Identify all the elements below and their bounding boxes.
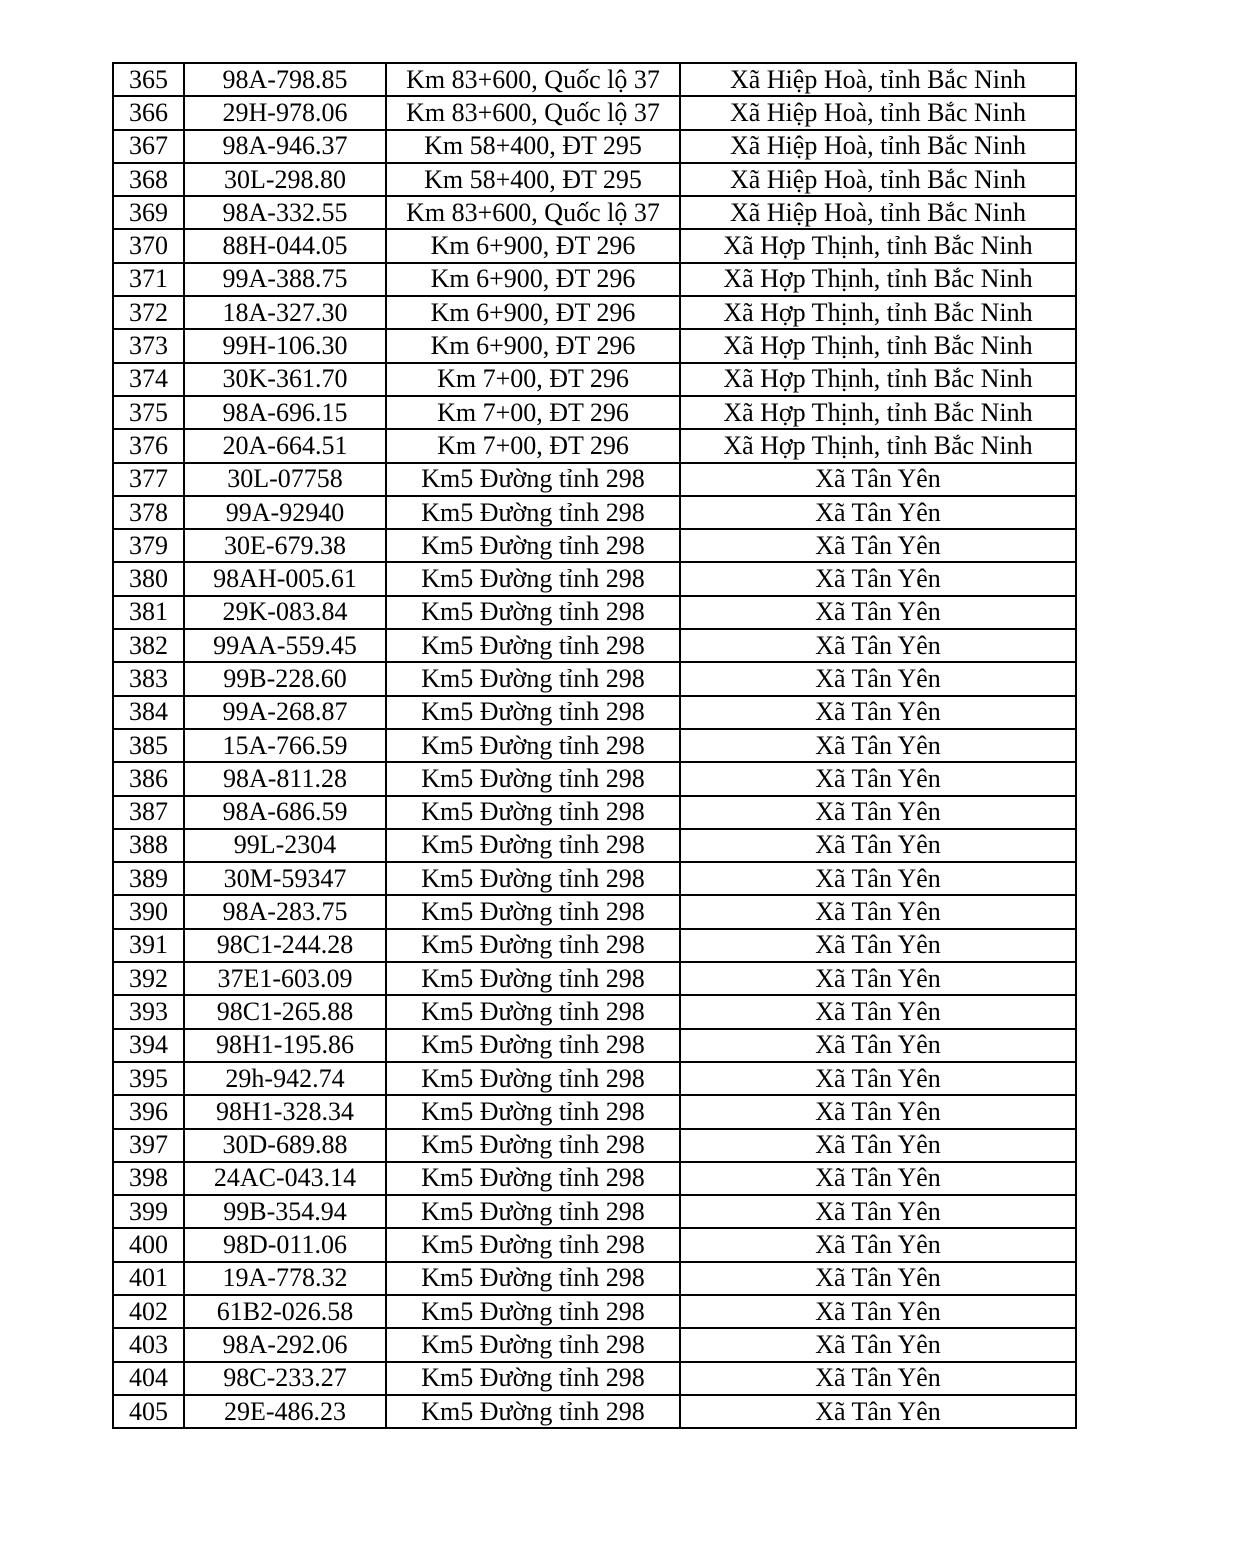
license-plate-cell: 99B-228.60 (184, 662, 386, 695)
license-plate-cell: 30E-679.38 (184, 529, 386, 562)
commune-cell: Xã Tân Yên (680, 729, 1076, 762)
location-cell: Km5 Đường tỉnh 298 (386, 629, 680, 662)
location-cell: Km5 Đường tỉnh 298 (386, 696, 680, 729)
stt-cell: 391 (113, 929, 184, 962)
table-row (113, 1395, 1076, 1428)
license-plate-cell: 37E1-603.09 (184, 962, 386, 995)
stt-cell: 396 (113, 1095, 184, 1128)
table-row (113, 229, 1076, 262)
license-plate-cell: 88H-044.05 (184, 229, 386, 262)
commune-cell: Xã Hiệp Hoà, tỉnh Bắc Ninh (680, 196, 1076, 229)
license-plate-cell: 98A-292.06 (184, 1328, 386, 1361)
location-cell: Km 6+900, ĐT 296 (386, 229, 680, 262)
stt-cell: 390 (113, 895, 184, 928)
location-cell: Km5 Đường tỉnh 298 (386, 662, 680, 695)
license-plate-cell: 29E-486.23 (184, 1395, 386, 1428)
location-cell: Km 58+400, ĐT 295 (386, 130, 680, 163)
license-plate-cell: 29H-978.06 (184, 96, 386, 129)
stt-cell: 400 (113, 1228, 184, 1261)
stt-cell: 376 (113, 429, 184, 462)
table-row (113, 396, 1076, 429)
stt-cell: 397 (113, 1129, 184, 1162)
license-plate-cell: 15A-766.59 (184, 729, 386, 762)
commune-cell: Xã Tân Yên (680, 796, 1076, 829)
license-plate-cell: 99A-388.75 (184, 263, 386, 296)
table-row (113, 429, 1076, 462)
location-cell: Km5 Đường tỉnh 298 (386, 962, 680, 995)
table-row (113, 1195, 1076, 1228)
commune-cell: Xã Hiệp Hoà, tỉnh Bắc Ninh (680, 163, 1076, 196)
stt-cell: 394 (113, 1029, 184, 1062)
commune-cell: Xã Tân Yên (680, 1395, 1076, 1428)
table-row (113, 1262, 1076, 1295)
location-cell: Km5 Đường tỉnh 298 (386, 929, 680, 962)
commune-cell: Xã Tân Yên (680, 1195, 1076, 1228)
license-plate-cell: 98C1-265.88 (184, 995, 386, 1028)
stt-cell: 372 (113, 296, 184, 329)
location-cell: Km5 Đường tỉnh 298 (386, 1228, 680, 1261)
table-row (113, 929, 1076, 962)
table-row (113, 1129, 1076, 1162)
commune-cell: Xã Hợp Thịnh, tỉnh Bắc Ninh (680, 296, 1076, 329)
license-plate-cell: 18A-327.30 (184, 296, 386, 329)
stt-cell: 370 (113, 229, 184, 262)
stt-cell: 399 (113, 1195, 184, 1228)
stt-cell: 392 (113, 962, 184, 995)
table-row (113, 196, 1076, 229)
stt-cell: 405 (113, 1395, 184, 1428)
table-row (113, 1328, 1076, 1361)
table-row (113, 463, 1076, 496)
stt-cell: 365 (113, 63, 184, 96)
location-cell: Km 6+900, ĐT 296 (386, 296, 680, 329)
commune-cell: Xã Tân Yên (680, 629, 1076, 662)
location-cell: Km5 Đường tỉnh 298 (386, 729, 680, 762)
license-plate-cell: 98A-696.15 (184, 396, 386, 429)
stt-cell: 404 (113, 1362, 184, 1395)
table-row (113, 163, 1076, 196)
stt-cell: 383 (113, 662, 184, 695)
commune-cell: Xã Tân Yên (680, 696, 1076, 729)
stt-cell: 393 (113, 995, 184, 1028)
stt-cell: 380 (113, 562, 184, 595)
table-row (113, 562, 1076, 595)
stt-cell: 401 (113, 1262, 184, 1295)
stt-cell: 382 (113, 629, 184, 662)
license-plate-cell: 98AH-005.61 (184, 562, 386, 595)
location-cell: Km5 Đường tỉnh 298 (386, 762, 680, 795)
license-plate-cell: 98A-946.37 (184, 130, 386, 163)
license-plate-cell: 30L-298.80 (184, 163, 386, 196)
table-row (113, 496, 1076, 529)
table-row (113, 363, 1076, 396)
license-plate-cell: 30M-59347 (184, 862, 386, 895)
license-plate-cell: 98H1-328.34 (184, 1095, 386, 1128)
table-row (113, 296, 1076, 329)
location-cell: Km5 Đường tỉnh 298 (386, 496, 680, 529)
table-row (113, 796, 1076, 829)
commune-cell: Xã Tân Yên (680, 995, 1076, 1028)
license-plate-cell: 30K-361.70 (184, 363, 386, 396)
location-cell: Km 83+600, Quốc lộ 37 (386, 196, 680, 229)
table-row (113, 263, 1076, 296)
commune-cell: Xã Tân Yên (680, 1295, 1076, 1328)
commune-cell: Xã Tân Yên (680, 662, 1076, 695)
location-cell: Km 7+00, ĐT 296 (386, 429, 680, 462)
location-cell: Km 83+600, Quốc lộ 37 (386, 96, 680, 129)
location-cell: Km5 Đường tỉnh 298 (386, 463, 680, 496)
commune-cell: Xã Hợp Thịnh, tỉnh Bắc Ninh (680, 263, 1076, 296)
table-body (113, 63, 1076, 1428)
license-plate-cell: 98C-233.27 (184, 1362, 386, 1395)
license-plate-cell: 99H-106.30 (184, 329, 386, 362)
stt-cell: 378 (113, 496, 184, 529)
stt-cell: 366 (113, 96, 184, 129)
license-plate-cell: 99AA-559.45 (184, 629, 386, 662)
table-row (113, 1029, 1076, 1062)
table-row (113, 1295, 1076, 1328)
table-row (113, 995, 1076, 1028)
stt-cell: 402 (113, 1295, 184, 1328)
table-row (113, 629, 1076, 662)
location-cell: Km5 Đường tỉnh 298 (386, 862, 680, 895)
location-cell: Km 6+900, ĐT 296 (386, 329, 680, 362)
license-plate-cell: 24AC-043.14 (184, 1162, 386, 1195)
commune-cell: Xã Tân Yên (680, 895, 1076, 928)
location-cell: Km5 Đường tỉnh 298 (386, 1295, 680, 1328)
commune-cell: Xã Tân Yên (680, 762, 1076, 795)
commune-cell: Xã Tân Yên (680, 1162, 1076, 1195)
commune-cell: Xã Tân Yên (680, 596, 1076, 629)
stt-cell: 395 (113, 1062, 184, 1095)
license-plate-cell: 98H1-195.86 (184, 1029, 386, 1062)
stt-cell: 385 (113, 729, 184, 762)
commune-cell: Xã Hiệp Hoà, tỉnh Bắc Ninh (680, 130, 1076, 163)
license-plate-cell: 98A-798.85 (184, 63, 386, 96)
commune-cell: Xã Tân Yên (680, 829, 1076, 862)
commune-cell: Xã Tân Yên (680, 1362, 1076, 1395)
stt-cell: 387 (113, 796, 184, 829)
table-row (113, 696, 1076, 729)
table-row (113, 862, 1076, 895)
table-row (113, 829, 1076, 862)
stt-cell: 375 (113, 396, 184, 429)
license-plate-cell: 99A-92940 (184, 496, 386, 529)
stt-cell: 381 (113, 596, 184, 629)
commune-cell: Xã Hợp Thịnh, tỉnh Bắc Ninh (680, 363, 1076, 396)
license-plate-cell: 30L-07758 (184, 463, 386, 496)
license-plate-cell: 98A-686.59 (184, 796, 386, 829)
commune-cell: Xã Tân Yên (680, 1328, 1076, 1361)
license-plate-cell: 99L-2304 (184, 829, 386, 862)
license-plate-cell: 29h-942.74 (184, 1062, 386, 1095)
location-cell: Km5 Đường tỉnh 298 (386, 1395, 680, 1428)
license-plate-cell: 99A-268.87 (184, 696, 386, 729)
table-row (113, 596, 1076, 629)
table-row (113, 962, 1076, 995)
stt-cell: 388 (113, 829, 184, 862)
location-cell: Km5 Đường tỉnh 298 (386, 1029, 680, 1062)
stt-cell: 368 (113, 163, 184, 196)
table-row (113, 895, 1076, 928)
license-plate-cell: 98A-283.75 (184, 895, 386, 928)
table-row (113, 1362, 1076, 1395)
stt-cell: 373 (113, 329, 184, 362)
location-cell: Km5 Đường tỉnh 298 (386, 1362, 680, 1395)
violations-table (112, 62, 1077, 1429)
table-row (113, 1228, 1076, 1261)
table-row (113, 1062, 1076, 1095)
location-cell: Km5 Đường tỉnh 298 (386, 895, 680, 928)
commune-cell: Xã Hiệp Hoà, tỉnh Bắc Ninh (680, 63, 1076, 96)
table-row (113, 1095, 1076, 1128)
commune-cell: Xã Tân Yên (680, 1029, 1076, 1062)
table-row (113, 63, 1076, 96)
license-plate-cell: 98A-332.55 (184, 196, 386, 229)
stt-cell: 367 (113, 130, 184, 163)
location-cell: Km5 Đường tỉnh 298 (386, 562, 680, 595)
location-cell: Km5 Đường tỉnh 298 (386, 1095, 680, 1128)
license-plate-cell: 99B-354.94 (184, 1195, 386, 1228)
location-cell: Km5 Đường tỉnh 298 (386, 995, 680, 1028)
location-cell: Km5 Đường tỉnh 298 (386, 1162, 680, 1195)
stt-cell: 384 (113, 696, 184, 729)
license-plate-cell: 61B2-026.58 (184, 1295, 386, 1328)
location-cell: Km5 Đường tỉnh 298 (386, 829, 680, 862)
table-row (113, 1162, 1076, 1195)
location-cell: Km5 Đường tỉnh 298 (386, 1195, 680, 1228)
commune-cell: Xã Hợp Thịnh, tỉnh Bắc Ninh (680, 229, 1076, 262)
license-plate-cell: 98A-811.28 (184, 762, 386, 795)
commune-cell: Xã Tân Yên (680, 463, 1076, 496)
location-cell: Km5 Đường tỉnh 298 (386, 1262, 680, 1295)
stt-cell: 369 (113, 196, 184, 229)
table-row (113, 130, 1076, 163)
stt-cell: 379 (113, 529, 184, 562)
stt-cell: 371 (113, 263, 184, 296)
location-cell: Km 6+900, ĐT 296 (386, 263, 680, 296)
location-cell: Km5 Đường tỉnh 298 (386, 1062, 680, 1095)
commune-cell: Xã Tân Yên (680, 496, 1076, 529)
table-row (113, 662, 1076, 695)
location-cell: Km5 Đường tỉnh 298 (386, 529, 680, 562)
commune-cell: Xã Tân Yên (680, 562, 1076, 595)
commune-cell: Xã Hợp Thịnh, tỉnh Bắc Ninh (680, 329, 1076, 362)
location-cell: Km 7+00, ĐT 296 (386, 396, 680, 429)
table-row (113, 329, 1076, 362)
stt-cell: 389 (113, 862, 184, 895)
location-cell: Km5 Đường tỉnh 298 (386, 796, 680, 829)
location-cell: Km5 Đường tỉnh 298 (386, 596, 680, 629)
license-plate-cell: 29K-083.84 (184, 596, 386, 629)
commune-cell: Xã Tân Yên (680, 529, 1076, 562)
stt-cell: 398 (113, 1162, 184, 1195)
commune-cell: Xã Hợp Thịnh, tỉnh Bắc Ninh (680, 429, 1076, 462)
table-row (113, 762, 1076, 795)
commune-cell: Xã Hiệp Hoà, tỉnh Bắc Ninh (680, 96, 1076, 129)
stt-cell: 374 (113, 363, 184, 396)
location-cell: Km5 Đường tỉnh 298 (386, 1328, 680, 1361)
commune-cell: Xã Tân Yên (680, 929, 1076, 962)
location-cell: Km 7+00, ĐT 296 (386, 363, 680, 396)
license-plate-cell: 30D-689.88 (184, 1129, 386, 1162)
commune-cell: Xã Tân Yên (680, 1095, 1076, 1128)
license-plate-cell: 20A-664.51 (184, 429, 386, 462)
table-row (113, 96, 1076, 129)
stt-cell: 403 (113, 1328, 184, 1361)
license-plate-cell: 98D-011.06 (184, 1228, 386, 1261)
table-row (113, 729, 1076, 762)
location-cell: Km 58+400, ĐT 295 (386, 163, 680, 196)
stt-cell: 377 (113, 463, 184, 496)
commune-cell: Xã Tân Yên (680, 1062, 1076, 1095)
table-row (113, 529, 1076, 562)
license-plate-cell: 98C1-244.28 (184, 929, 386, 962)
location-cell: Km 83+600, Quốc lộ 37 (386, 63, 680, 96)
location-cell: Km5 Đường tỉnh 298 (386, 1129, 680, 1162)
stt-cell: 386 (113, 762, 184, 795)
commune-cell: Xã Tân Yên (680, 1129, 1076, 1162)
commune-cell: Xã Tân Yên (680, 962, 1076, 995)
commune-cell: Xã Tân Yên (680, 862, 1076, 895)
commune-cell: Xã Tân Yên (680, 1262, 1076, 1295)
commune-cell: Xã Tân Yên (680, 1228, 1076, 1261)
commune-cell: Xã Hợp Thịnh, tỉnh Bắc Ninh (680, 396, 1076, 429)
license-plate-cell: 19A-778.32 (184, 1262, 386, 1295)
